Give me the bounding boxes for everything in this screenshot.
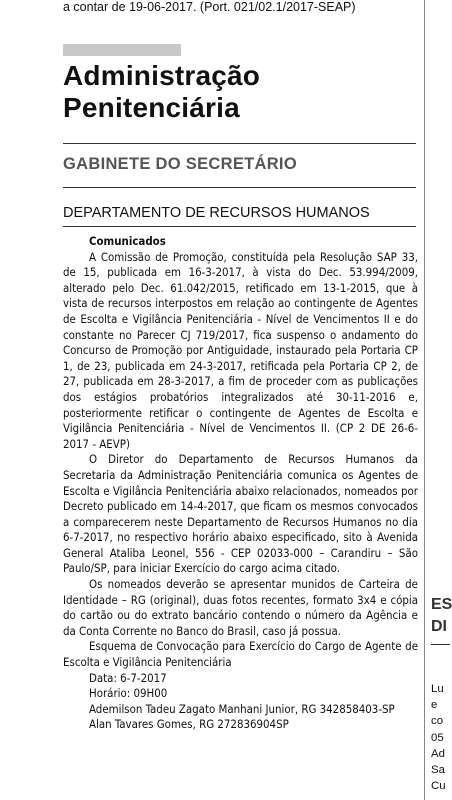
- convocation-date: Data: 6-7-2017: [89, 670, 167, 685]
- convocation-time: Horário: 09H00: [89, 686, 168, 701]
- adjacent-column-text: Cu: [431, 780, 446, 792]
- notice-paragraph: A Comissão de Promoção, constituída pela Resolução SAP 33, de 15, publicada em 16-3-2017, à vista do Dec. 53.994/2009, alterado pelo Dec. 61.042/2015, retificado em 13-1-2015, que à vista de recursos interpostos em relação ao contingente de Agentes de Escolta e Vigilância Penitenciária - Nível de Vencimentos II e do constante no Parecer CJ 719/2017, fica suspenso o andamento do Concurso de Promoção por Antiguidade, instaurado pela Portaria CP 1, de 23, publicada em 24-3-2017, retificada pela Portaria CP 2, de 27, publicada em 28-3-2017, a fim de proceder com as publicações dos estágios probatórios integralizados até 30-11-2016 e, posteriormente retificar o contingente de Agentes de Escolta e Vigilância Penitenciária - Nível de Vencimentos II. (CP 2 DE 26-6-2017 - AEVP): [63, 249, 418, 451]
- adjacent-column-text: 05: [431, 732, 444, 744]
- column-divider: [424, 0, 425, 800]
- department-heading: DEPARTAMENTO DE RECURSOS HUMANOS: [63, 205, 370, 221]
- nominee-entry: Alan Tavares Gomes, RG 272836904SP: [89, 717, 289, 732]
- adjacent-column-heading-1: ES: [431, 596, 452, 613]
- adjacent-column-text: Ad: [431, 748, 445, 760]
- section-title-line-1: Administração: [63, 60, 261, 91]
- previous-entry-line: a contar de 19-06-2017. (Port. 021/02.1/2017-SEAP): [63, 0, 356, 14]
- adjacent-column-text: e: [431, 699, 438, 711]
- adjacent-column-divider: [431, 644, 450, 645]
- divider-department: [63, 226, 416, 227]
- divider-top: [63, 143, 416, 144]
- adjacent-column-heading-2: DI: [431, 618, 447, 635]
- notice-paragraph: O Diretor do Departamento de Recursos Humanos da Secretaria da Administração Penitenciária comunica os Agentes de Escolta e Vigilância Penitenciária abaixo relacionados, nomeados por Decreto publicado em 14-4-2017, que ficam os mesmos convocados a comparecerem neste Departamento de Recursos Humanos no dia 6-7-2017, no respectivo horário abaixo especificado, sito à Avenida General Ataliba Leonel, 556 - CEP 02033-000 – Carandiru – São Paulo/SP, para iniciar Exercício do cargo acima citado.: [63, 452, 418, 576]
- office-heading: GABINETE DO SECRETÁRIO: [63, 155, 297, 173]
- adjacent-column-text: Sa: [431, 764, 445, 776]
- adjacent-column-text: co: [431, 715, 444, 727]
- section-title-line-2: Penitenciária: [63, 92, 240, 123]
- notice-paragraph: Esquema de Convocação para Exercício do Cargo de Agente de Escolta e Vigilância Penitenciária: [63, 639, 418, 670]
- notice-body: [63, 234, 418, 733]
- nominee-entry: Ademilson Tadeu Zagato Manhani Junior, RG 342858403-SP: [89, 701, 395, 716]
- notice-paragraph: Os nomeados deverão se apresentar munidos de Carteira de Identidade – RG (original), duas fotos recentes, formato 3x4 e cópia do cartão ou do extrato bancário contendo o número da Agência e da Conta Corrente no Banco do Brasil, caso já possua.: [63, 577, 418, 638]
- section-marker-bar: [63, 44, 181, 56]
- notice-subheading: Comunicados: [89, 234, 166, 248]
- divider-middle: [63, 187, 416, 188]
- adjacent-column-text: Lu: [431, 683, 444, 695]
- section-title: [63, 60, 260, 124]
